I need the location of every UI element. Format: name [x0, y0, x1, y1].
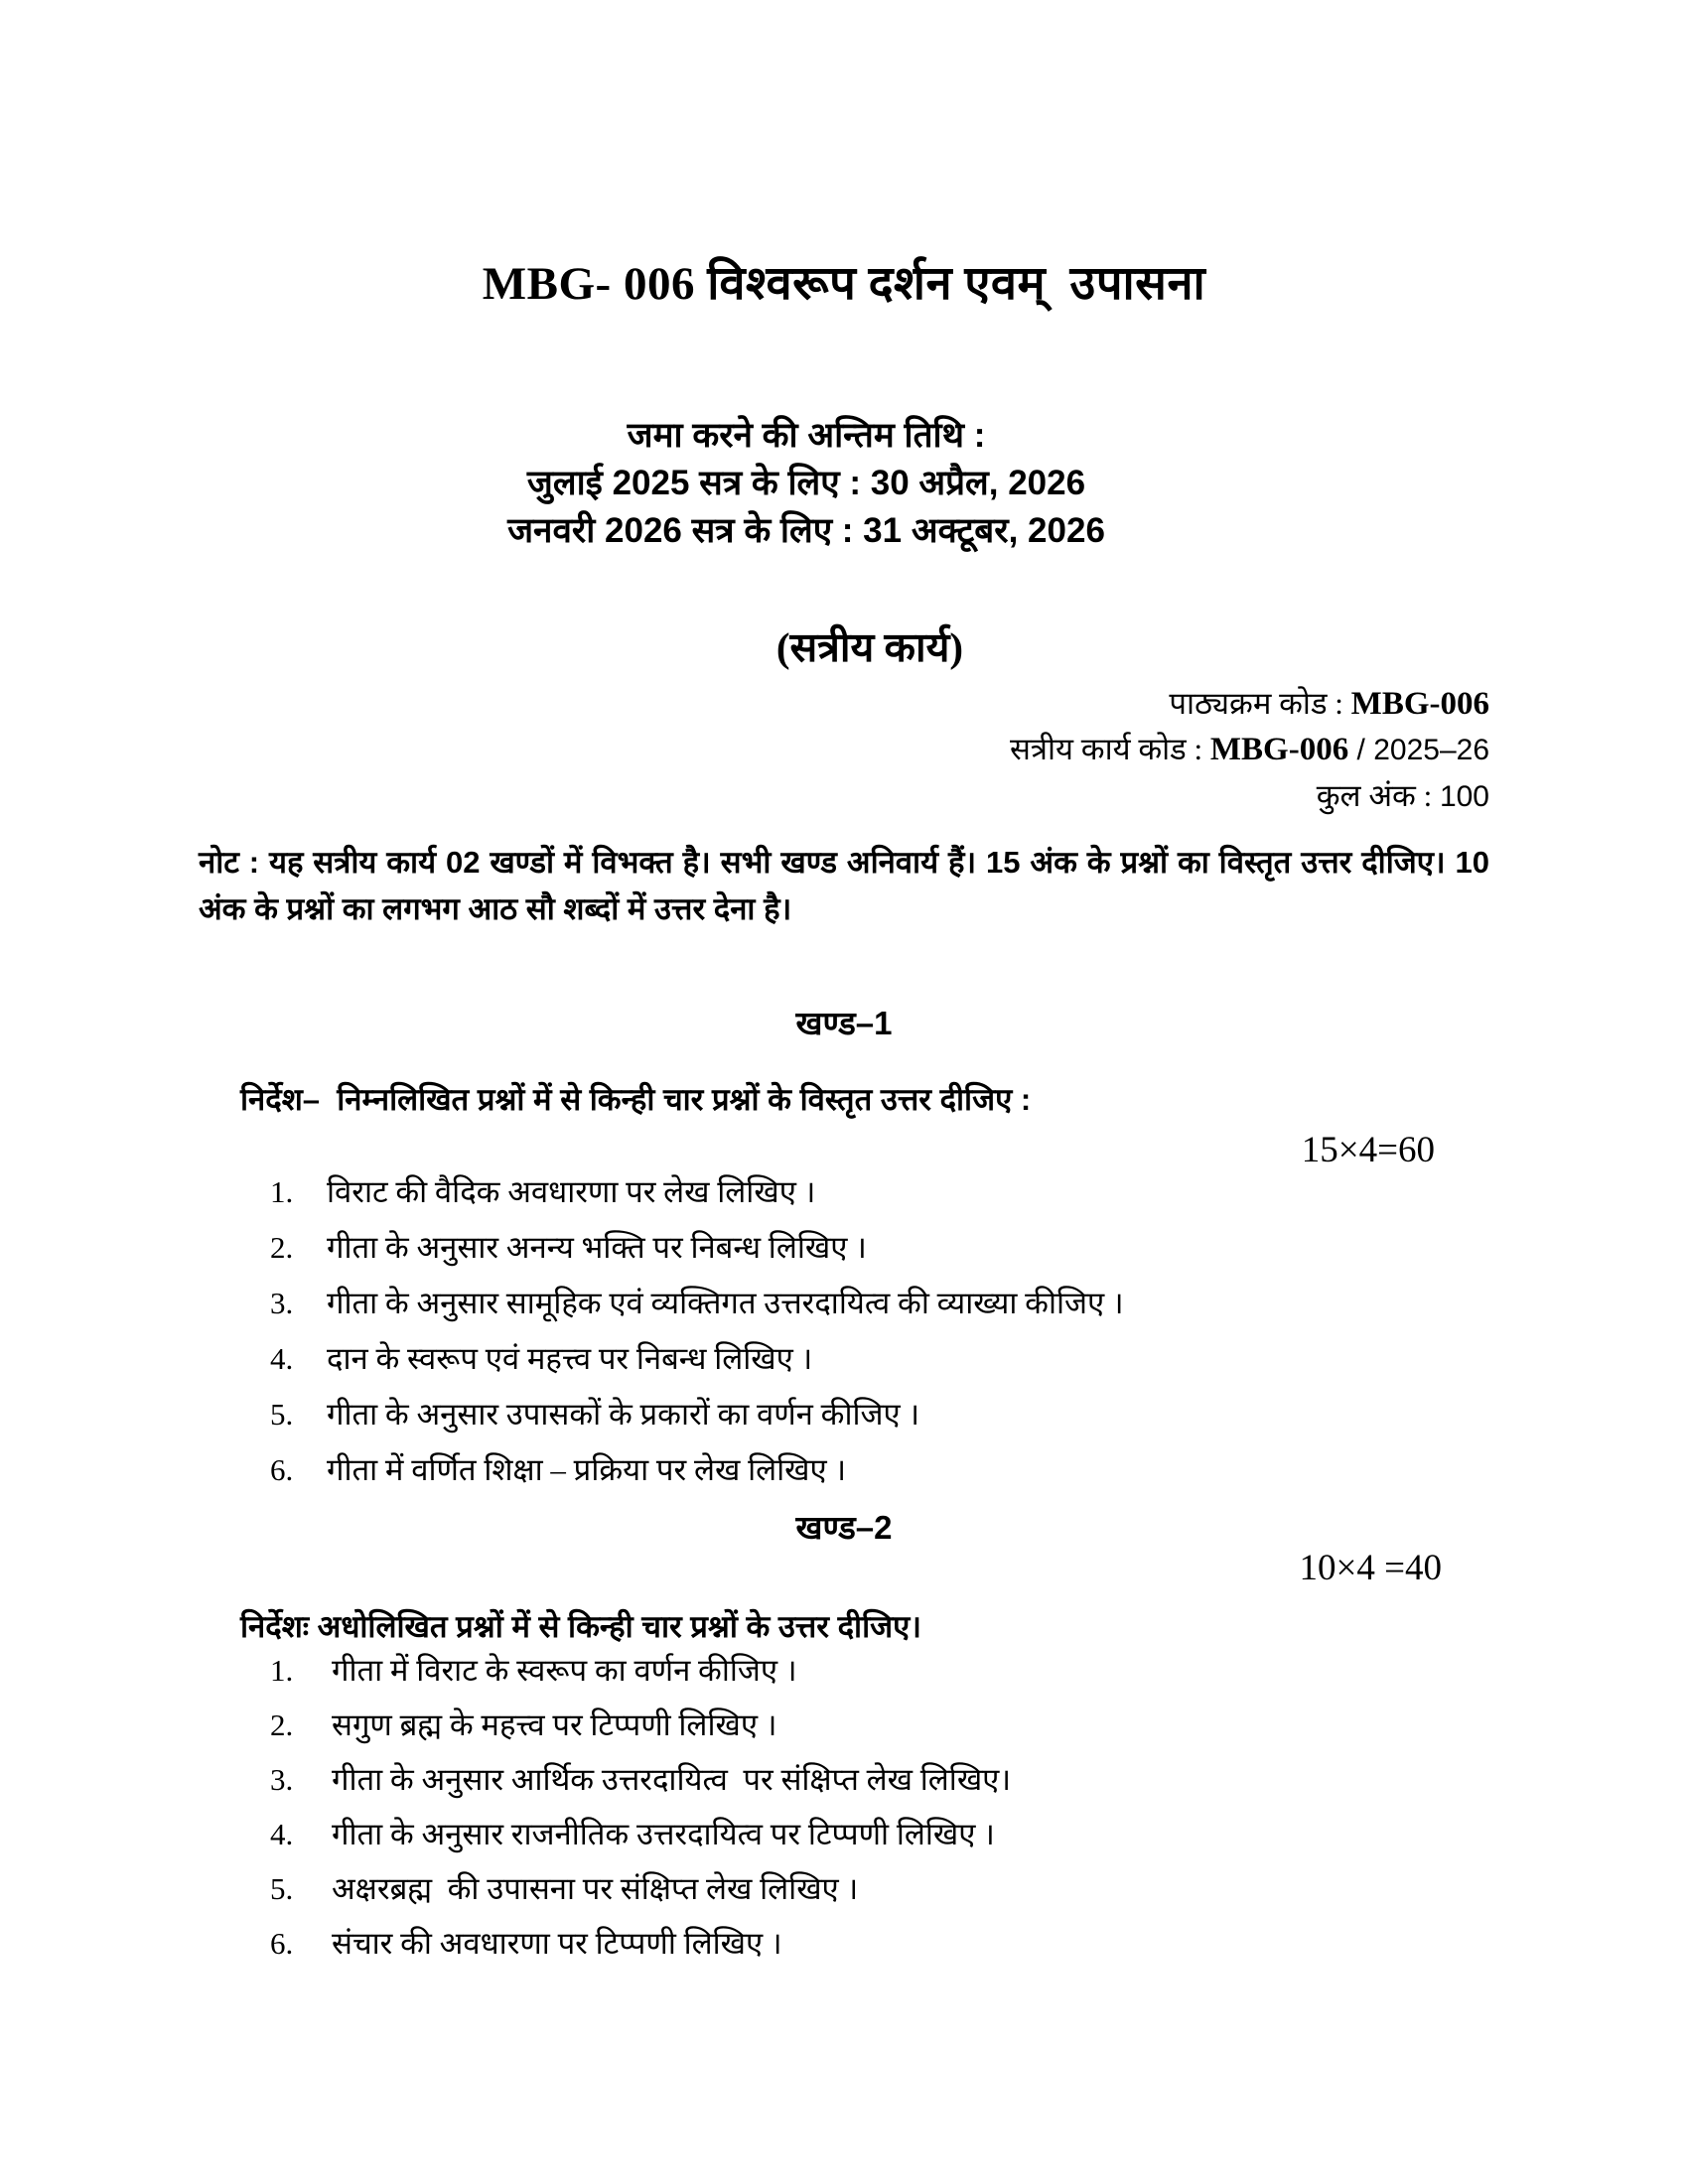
question-number: 2. [270, 1707, 294, 1743]
question-item [270, 1758, 1489, 1801]
deadline-block [161, 412, 1452, 555]
course-code-label: पाठ्यक्रम कोड : [1169, 686, 1351, 722]
deadline-july-session: जुलाई 2025 सत्र के लिए : 30 अप्रैल, 2026 [526, 464, 1086, 503]
question-text: विराट की वैदिक अवधारणा पर लेख लिखिए । [327, 1174, 816, 1210]
question-text: अक्षरब्रह्म की उपासना पर संक्षिप्त लेख लिखिए । [332, 1871, 859, 1907]
question-number: 3. [270, 1286, 294, 1321]
question-number: 1. [270, 1653, 294, 1689]
section2-heading: खण्ड–2 [795, 1509, 893, 1547]
section2-question-list [199, 1649, 1489, 1977]
assignment-code-session: / 2025–26 [1348, 734, 1489, 767]
question-text: गीता के अनुसार अनन्य भक्ति पर निबन्ध लिखिए । [327, 1230, 867, 1266]
section1-instruction: निर्देश– निम्नलिखित प्रश्नों में से किन्ही चार प्रश्नों के विस्तृत उत्तर दीजिए : [240, 1082, 1032, 1118]
question-text: गीता में विराट के स्वरूप का वर्णन कीजिए । [332, 1653, 797, 1689]
course-code-line [199, 681, 1489, 727]
question-text: गीता के अनुसार आर्थिक उत्तरदायित्व पर संक्षिप्त लेख लिखिए। [332, 1762, 1012, 1798]
total-marks-line [199, 773, 1489, 820]
question-item [270, 1922, 1489, 1965]
question-number: 1. [270, 1174, 294, 1210]
total-marks-label: कुल अंक : [1316, 778, 1440, 814]
question-text: संचार की अवधारणा पर टिप्पणी लिखिए । [332, 1926, 782, 1962]
question-text: गीता में वर्णित शिक्षा – प्रक्रिया पर लेख लिखिए । [327, 1452, 847, 1488]
assignment-label: (सत्रीय कार्य) [775, 624, 964, 671]
question-text: गीता के अनुसार सामूहिक एवं व्यक्तिगत उत्तरदायित्व की व्याख्या कीजिए । [327, 1286, 1124, 1321]
question-item [270, 1170, 1489, 1213]
total-marks-value: 100 [1439, 780, 1489, 814]
section2-instruction: निर्देशः अधोलिखित प्रश्नों में से किन्ही चार प्रश्नों के उत्तर दीजिए। [240, 1609, 922, 1645]
question-item [270, 1704, 1489, 1746]
question-item [270, 1393, 1489, 1435]
question-number: 6. [270, 1452, 294, 1488]
assignment-code-value: MBG-006 [1209, 732, 1349, 768]
note-paragraph: नोट : यह सत्रीय कार्य 02 खण्डों में विभक्त है। सभी खण्ड अनिवार्य हैं। 15 अंक के प्रश्नों का विस्तृत उत्तर दीजिए। 10 अंक के प्रश्नों का लगभग आठ सौ शब्दों में उत्तर देना है। [199, 845, 1489, 927]
question-number: 5. [270, 1397, 294, 1433]
question-text: गीता के अनुसार राजनीतिक उत्तरदायित्व पर टिप्पणी लिखिए । [332, 1817, 995, 1852]
question-number: 2. [270, 1230, 294, 1266]
question-text: दान के स्वरूप एवं महत्त्व पर निबन्ध लिखिए । [327, 1341, 813, 1377]
page-title: MBG- 006 विश्वरूप दर्शन एवम् उपासना [482, 258, 1206, 310]
question-text: सगुण ब्रह्म के महत्त्व पर टिप्पणी लिखिए । [332, 1707, 777, 1743]
question-number: 4. [270, 1341, 294, 1377]
section1-marks: 15×4=60 [1301, 1130, 1435, 1171]
section2-marks: 10×4 =40 [1299, 1548, 1442, 1589]
course-code-value: MBG-006 [1350, 686, 1489, 723]
question-number: 4. [270, 1817, 294, 1852]
assignment-code-line [199, 727, 1489, 773]
question-number: 3. [270, 1762, 294, 1798]
section1-question-list [199, 1170, 1489, 1504]
question-item [270, 1813, 1489, 1855]
deadline-january-session: जनवरी 2026 सत्र के लिए : 31 अक्टूबर, 2026 [507, 511, 1105, 551]
section1-heading: खण्ड–1 [795, 1005, 893, 1042]
question-item [270, 1226, 1489, 1269]
question-item [270, 1649, 1489, 1692]
assignment-code-label: सत्रीय कार्य कोड : [1009, 732, 1210, 767]
question-item [270, 1448, 1489, 1491]
codes-block [199, 681, 1489, 820]
question-item [270, 1867, 1489, 1910]
question-number: 5. [270, 1871, 294, 1907]
deadline-heading: जमा करने की अन्तिम तिथि : [627, 416, 986, 456]
question-text: गीता के अनुसार उपासकों के प्रकारों का वर्णन कीजिए । [327, 1397, 920, 1433]
question-item [270, 1337, 1489, 1380]
question-item [270, 1282, 1489, 1324]
question-number: 6. [270, 1926, 294, 1962]
